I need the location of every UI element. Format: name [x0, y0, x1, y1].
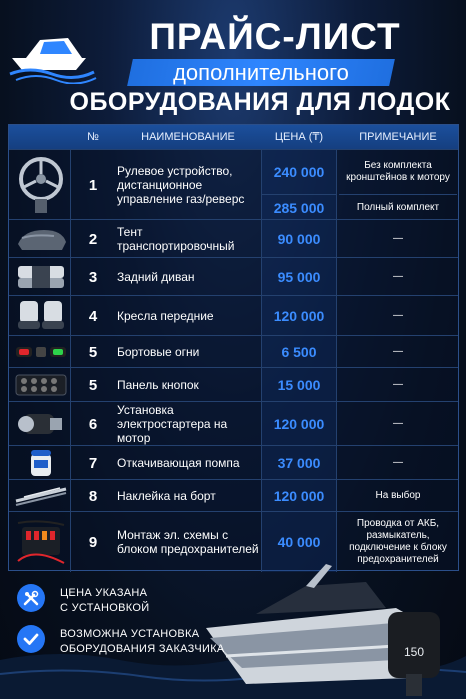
row-price: 285 000: [261, 194, 337, 220]
row-name: Кресла передние: [117, 309, 214, 323]
row-price: 37 000: [261, 446, 337, 480]
table-row: [9, 479, 458, 511]
row-price: 120 000: [261, 402, 337, 446]
navigation-lights-icon: [11, 336, 71, 368]
row-num: 8: [88, 487, 98, 505]
header-price: ЦЕНА (₸): [274, 131, 324, 143]
row-num: 3: [88, 268, 98, 286]
row-name: Бортовые огни: [117, 345, 200, 359]
header: [0, 0, 466, 122]
row-note: —: [393, 457, 403, 468]
footer-note-line: ВОЗМОЖНА УСТАНОВКА: [60, 628, 200, 640]
hull-sticker-icon: [11, 480, 71, 512]
table-row: [9, 335, 458, 367]
row-num: 9: [88, 533, 98, 551]
rear-sofa-icon: [11, 258, 71, 296]
footer-note-line: ОБОРУДОВАНИЯ ЗАКАЗЧИКА: [60, 643, 225, 655]
table-row: [9, 367, 458, 401]
table-row: [9, 257, 458, 295]
title-equipment: ОБОРУДОВАНИЯ ДЛЯ ЛОДОК: [69, 88, 451, 116]
table-row: [9, 445, 458, 479]
row-price: 95 000: [261, 258, 337, 296]
motor-power-label: 150: [403, 645, 425, 659]
table-row: [9, 401, 458, 445]
button-panel-icon: [11, 368, 71, 402]
table-row: [9, 149, 458, 219]
row-num: 4: [88, 307, 98, 325]
row-note: —: [393, 271, 403, 282]
bilge-pump-icon: [11, 446, 71, 480]
footer-note-line: С УСТАНОВКОЙ: [60, 602, 150, 614]
row-note: Без комплекта кронштейнов к мотору: [346, 160, 450, 183]
row-name: Установка электростартера на мотор: [117, 403, 228, 445]
steering-wheel-icon: [11, 150, 71, 220]
row-name: Откачивающая помпа: [117, 456, 240, 470]
row-note: Проводка от АКБ, размыкатель, подключение к блоку предохранителей: [349, 518, 447, 565]
row-num: 5: [88, 343, 98, 361]
price-table: [8, 124, 459, 571]
boat-logo-icon: [6, 14, 98, 84]
header-name: НАИМЕНОВАНИЕ: [141, 131, 235, 143]
row-num: 1: [88, 176, 98, 194]
row-name: Наклейка на борт: [117, 489, 216, 503]
row-price: 6 500: [261, 336, 337, 368]
header-note: ПРИМЕЧАНИЕ: [359, 131, 437, 143]
footer-note-customer: [60, 627, 225, 657]
table-header: [9, 125, 458, 149]
row-note: —: [393, 310, 403, 321]
row-num: 6: [88, 415, 98, 433]
motor-boat-image: [196, 556, 466, 699]
row-note: На выбор: [375, 490, 421, 501]
row-num: 2: [88, 230, 98, 248]
header-num: №: [87, 131, 99, 143]
electric-starter-icon: [11, 402, 71, 446]
footer-note-installation: [60, 586, 149, 616]
row-note: Полный комплект: [339, 194, 457, 220]
boat-cover-icon: [11, 220, 71, 258]
row-name: Тент транспортировочный: [117, 225, 235, 253]
table-row: [9, 219, 458, 257]
row-price: 120 000: [261, 296, 337, 336]
row-note: —: [393, 418, 403, 429]
row-price: 120 000: [261, 480, 337, 512]
row-name: Задний диван: [117, 270, 195, 284]
row-note: —: [393, 379, 403, 390]
row-num: 5: [88, 376, 98, 394]
tools-icon: [17, 584, 45, 612]
fuse-block-icon: [11, 512, 71, 572]
table-row: [9, 295, 458, 335]
title-price-list: ПРАЙС-ЛИСТ: [149, 16, 401, 57]
front-seats-icon: [11, 296, 71, 336]
row-name: Монтаж эл. схемы с блоком предохранителей: [117, 528, 259, 556]
row-price: 15 000: [261, 368, 337, 402]
row-note: —: [393, 346, 403, 357]
row-name: Рулевое устройство, дистанционное управление газ/реверс: [117, 164, 245, 206]
footer-note-line: ЦЕНА УКАЗАНА: [60, 587, 148, 599]
row-num: 7: [88, 454, 98, 472]
row-price: 240 000: [261, 150, 337, 194]
row-note: —: [393, 233, 403, 244]
row-price: 40 000: [261, 512, 337, 572]
row-price: 90 000: [261, 220, 337, 258]
title-subtitle: дополнительного: [173, 60, 349, 85]
row-name: Панель кнопок: [117, 378, 199, 392]
checkmark-icon: [17, 625, 45, 653]
